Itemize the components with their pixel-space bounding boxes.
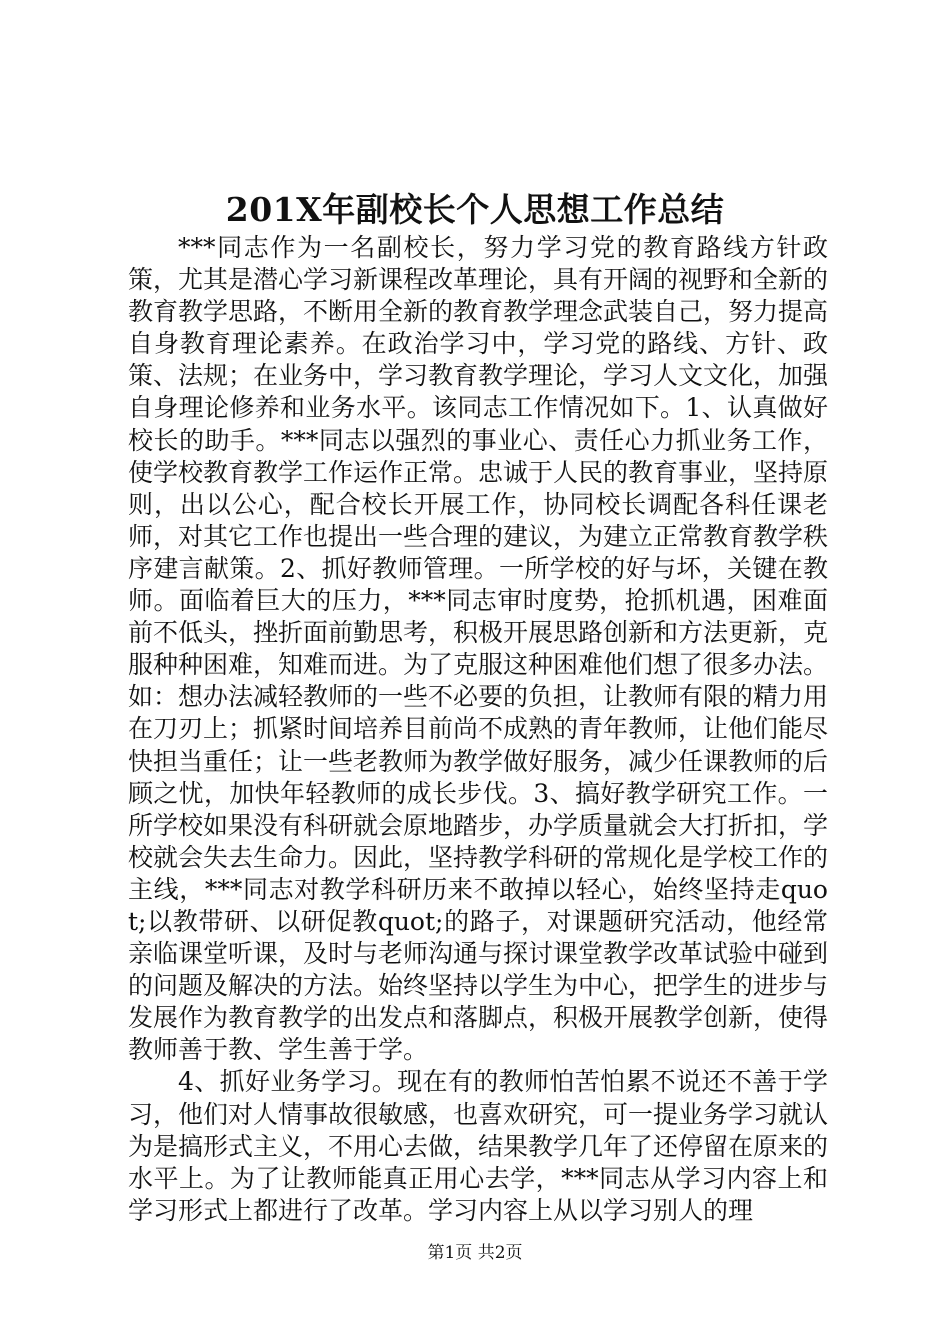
document-body (128, 232, 828, 1227)
page-number-footer: 第1页 共2页 (427, 1243, 523, 1263)
paragraph-2: 4、抓好业务学习。现在有的教师怕苦怕累不说还不善于学习，他们对人情事故很敏感，也喜欢研究，可一提业务学习就认为是搞形式主义，不用心去做，结果教学几年了还停留在原来的水平上。为了让教师能真正用心去学，***同志从学习内容上和学习形式上都进行了改革。学习内容上从以学习别人的理 (128, 1067, 829, 1225)
document-title: 201X年副校长个人思想工作总结 (225, 190, 725, 229)
paragraph-1: ***同志作为一名副校长，努力学习党的教育路线方针政策，尤其是潜心学习新课程改革理论，具有开阔的视野和全新的教育教学思路，不断用全新的教育教学理念武装自己，努力提高自身教育理论素养。在政治学习中，学习党的路线、方针、政策、法规；在业务中，学习教育教学理论，学习人文文化，加强自身理论修养和业务水平。该同志工作情况如下。1、认真做好校长的助手。***同志以强烈的事业心、责任心力抓业务工作，使学校教育教学工作运作正常。忠诚于人民的教育事业，坚持原则，出以公心，配合校长开展工作，协同校长调配各科任课老师，对其它工作也提出一些合理的建议，为建立正常教育教学秩序建言献策。2、抓好教师管理。一所学校的好与坏，关键在教师。面临着巨大的压力，***同志审时度势，抢抓机遇，困难面前不低头，挫折面前勤思考，积极开展思路创新和方法更新，克服种种困难，知难而进。为了克服这种困难他们想了很多办法。如：想办法减轻教师的一些不必要的负担，让教师有限的精力用在刀刃上；抓紧时间培养目前尚不成熟的青年教师，让他们能尽快担当重任；让一些老教师为教学做好服务，减少任课教师的后顾之忧，加快年轻教师的成长步伐。3、搞好教学研究工作。一所学校如果没有科研就会原地踏步，办学质量就会大打折扣，学校就会失去生命力。因此，坚持教学科研的常规化是学校工作的主线，***同志对教学科研历来不敢掉以轻心，始终坚持走quot;以教带研、以研促教quot;的路子，对课题研究活动，他经常亲临课堂听课，及时与老师沟通与探讨课堂教学改革试验中碰到的问题及解决的方法。始终坚持以学生为中心，把学生的进步与发展作为教育教学的出发点和落脚点，积极开展教学创新，使得教师善于教、学生善于学。 (128, 233, 829, 1065)
